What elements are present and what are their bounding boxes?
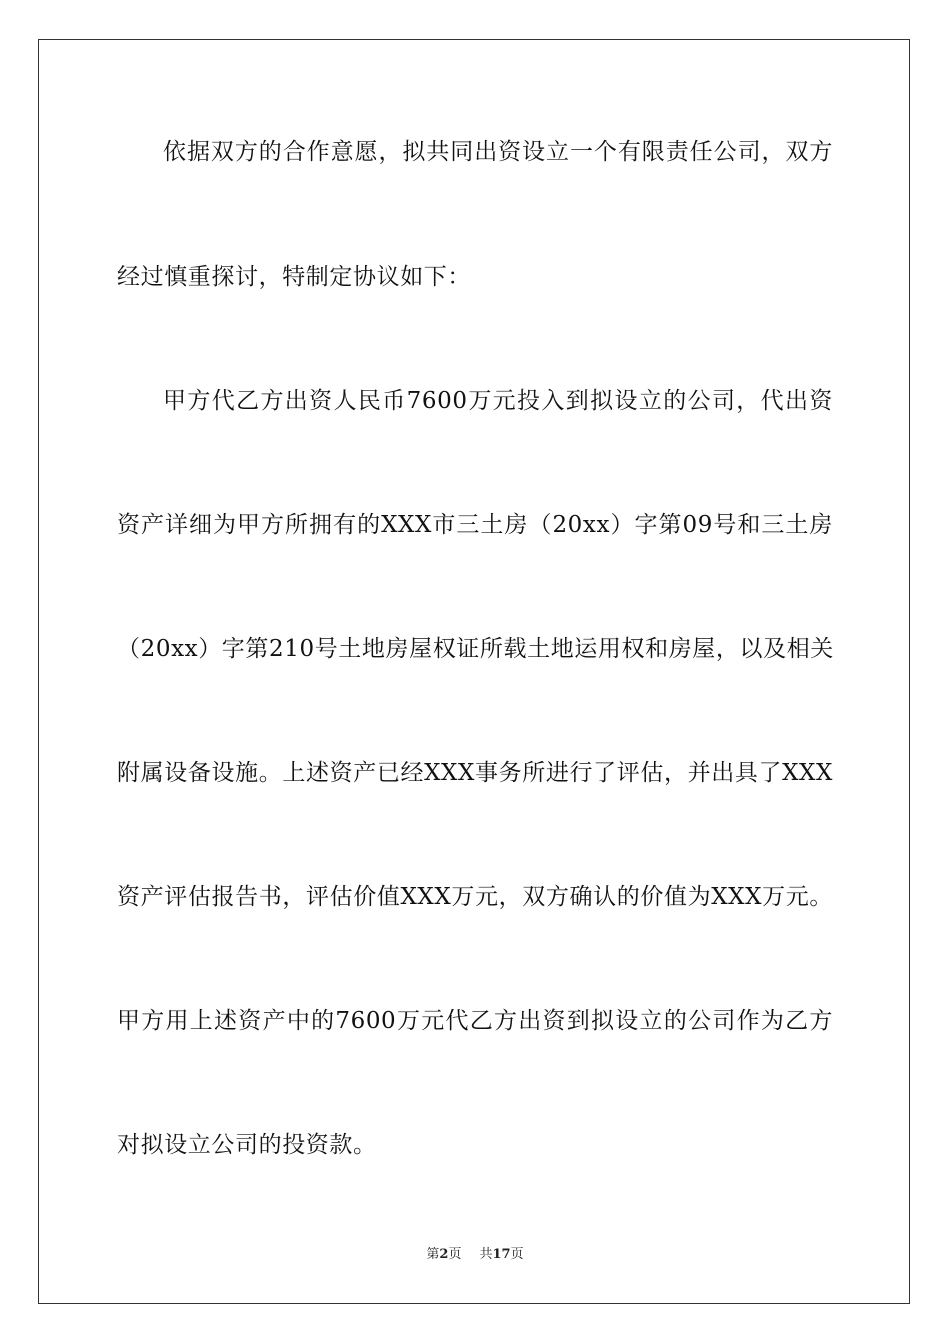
paragraph-1-line-2: 经过慎重探讨，特制定协议如下： [117,264,471,290]
paragraph-2-line-6: 甲方用上述资产中的7600万元代乙方出资到拟设立的公司作为乙方 [117,1008,833,1034]
total-prefix: 共 [479,1247,493,1262]
page-prefix: 第 [426,1247,440,1262]
total-pages: 17 [492,1247,511,1262]
paragraph-2-line-2: 资产详细为甲方所拥有的XXX市三土房（20xx）字第09号和三土房 [117,512,833,538]
paragraph-2-line-7: 对拟设立公司的投资款。 [117,1132,377,1158]
total-suffix: 页 [510,1247,524,1262]
paragraph-2-line-5: 资产评估报告书，评估价值XXX万元，双方确认的价值为XXX万元。 [117,884,833,910]
paragraph-2-line-3: （20xx）字第210号土地房屋权证所载土地运用权和房屋，以及相关 [117,636,834,662]
page-footer [0,1246,950,1264]
page-suffix: 页 [448,1247,462,1262]
paragraph-2-line-1: 甲方代乙方出资人民币7600万元投入到拟设立的公司，代出资 [163,388,833,414]
page-number: 2 [439,1247,449,1262]
paragraph-1-line-1: 依据双方的合作意愿，拟共同出资设立一个有限责任公司，双方 [163,139,833,165]
paragraph-2-line-4: 附属设备设施。上述资产已经XXX事务所进行了评估，并出具了XXX [117,760,833,786]
page-border [38,39,910,1304]
